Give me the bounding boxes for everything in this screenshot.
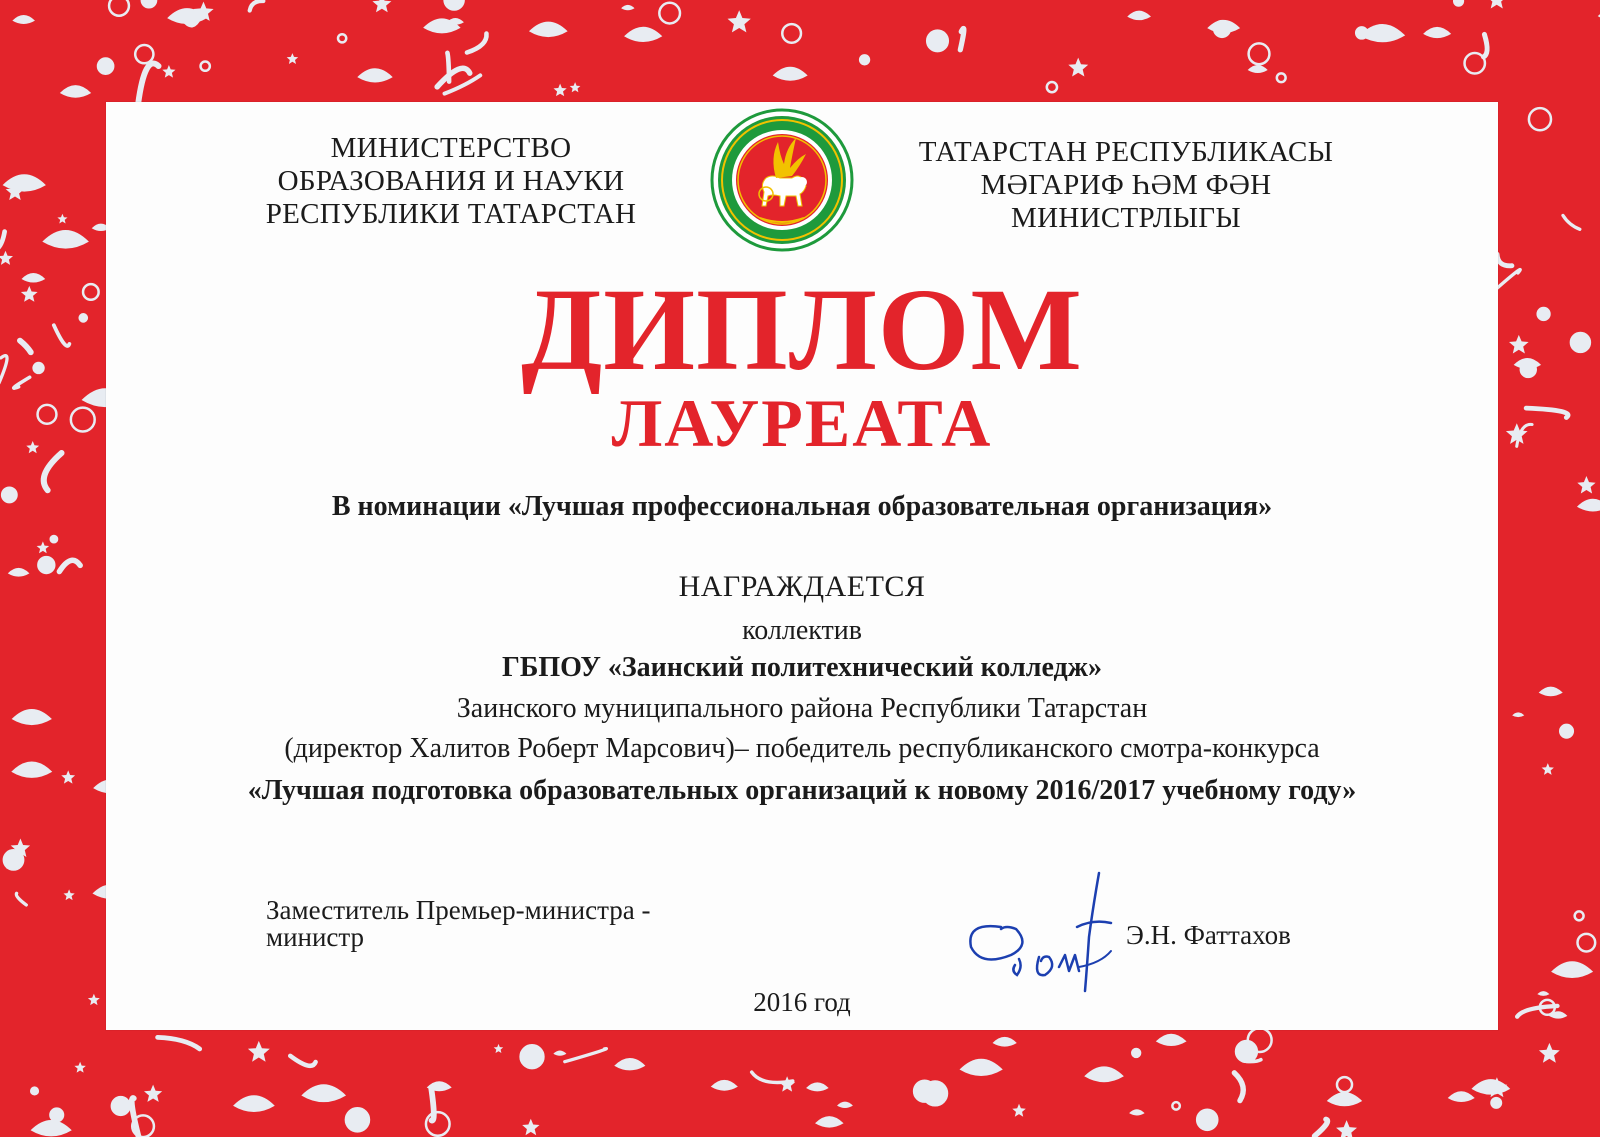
ministry-ru-line: РЕСПУБЛИКИ ТАТАРСТАН (265, 198, 637, 230)
issue-year: 2016 год (753, 987, 851, 1017)
diploma-title: ДИПЛОМ (521, 264, 1083, 395)
tatarstan-coat-of-arms-icon (710, 108, 854, 252)
signatory-position (266, 897, 650, 951)
diploma-subtitle: ЛАУРЕАТА (611, 385, 993, 461)
diploma-sheet (106, 102, 1498, 1030)
signatory-position-line: министр (266, 922, 365, 952)
ministry-name-tatar (906, 136, 1346, 235)
director-text: (директор Халитов Роберт Марсович)– победитель республиканского смотра-конкурса (284, 733, 1320, 764)
contest-title: «Лучшая подготовка образовательных организаций к новому 2016/2017 учебному году» (247, 775, 1357, 806)
ministry-tt-line: МИНИСТРЛЫГЫ (1011, 202, 1241, 234)
signatory-position-line: Заместитель Премьер-министра - (266, 895, 651, 925)
signatory-name: Э.Н. Фаттахов (1126, 920, 1291, 950)
awarded-heading: НАГРАЖДАЕТСЯ (678, 570, 926, 603)
nomination-text: В номинации «Лучшая профессиональная образовательная организация» (331, 491, 1273, 522)
handwritten-signature-icon (961, 867, 1151, 997)
organization-name: ГБПОУ «Заинский политехнический колледж» (502, 652, 1102, 683)
ministry-ru-line: ОБРАЗОВАНИЯ И НАУКИ (277, 165, 625, 197)
collective-label: коллектив (742, 615, 862, 646)
district-text: Заинского муниципального района Республики Татарстан (456, 693, 1148, 724)
ministry-ru-line: МИНИСТЕРСТВО (330, 132, 572, 164)
ministry-name-russian (241, 132, 661, 231)
ministry-tt-line: МӘГАРИФ ҺӘМ ФӘН (980, 169, 1272, 201)
ministry-tt-line: ТАТАРСТАН РЕСПУБЛИКАСЫ (918, 136, 1334, 168)
